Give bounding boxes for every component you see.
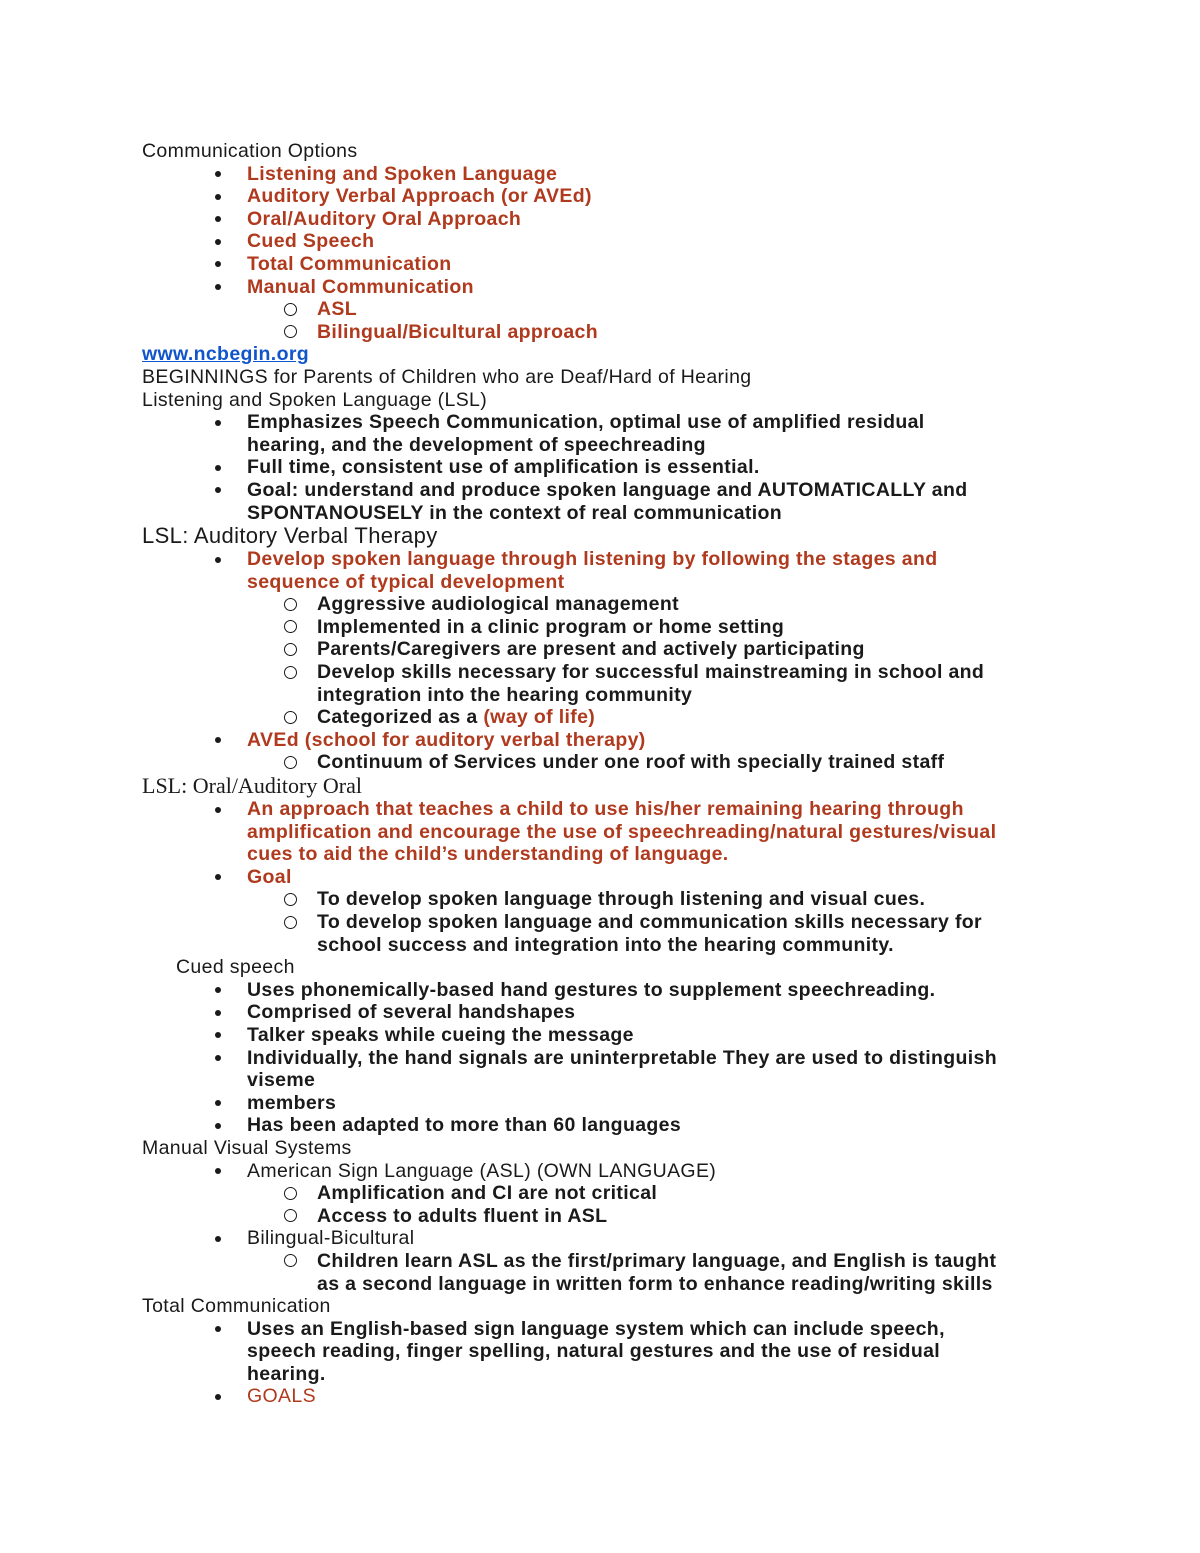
- lsl-item: Emphasizes Speech Communication, optimal use of amplified residual: [247, 411, 925, 434]
- avt-list: [142, 548, 1072, 774]
- options-list: [142, 163, 1072, 344]
- oral-goal-sub-cont: school success and integration into the hearing community.: [317, 933, 894, 956]
- asl-item: American Sign Language (ASL) (OWN LANGUAGE): [247, 1159, 717, 1182]
- bullet-icon: [215, 807, 221, 813]
- bullet-icon: [215, 171, 221, 177]
- hollow-bullet-icon: [284, 711, 297, 724]
- avt-sub-item: Parents/Caregivers are present and actively participating: [317, 638, 865, 661]
- bullet-icon: [215, 1236, 221, 1242]
- option-item: Cued Speech: [247, 230, 375, 253]
- manual-list: [142, 1160, 1072, 1296]
- avt-heading: LSL: Auditory Verbal Therapy: [142, 523, 438, 549]
- hollow-bullet-icon: [284, 1254, 297, 1267]
- hollow-bullet-icon: [284, 598, 297, 611]
- sub-option-item: ASL: [317, 298, 358, 321]
- bullet-icon: [215, 239, 221, 245]
- hollow-bullet-icon: [284, 666, 297, 679]
- cued-item: members: [247, 1091, 337, 1114]
- cued-heading: Cued speech: [176, 956, 295, 979]
- bullet-icon: [215, 420, 221, 426]
- hollow-bullet-icon: [284, 756, 297, 769]
- bullet-icon: [215, 1010, 221, 1016]
- bullet-icon: [215, 874, 221, 880]
- hollow-bullet-icon: [284, 1187, 297, 1200]
- cued-item: Comprised of several handshapes: [247, 1001, 576, 1024]
- avt-sub-item: Implemented in a clinic program or home setting: [317, 615, 785, 638]
- lsl-item: Goal: understand and produce spoken language and AUTOMATICALLY and: [247, 478, 968, 501]
- hollow-bullet-icon: [284, 893, 297, 906]
- bullet-icon: [215, 1123, 221, 1129]
- sub-option-item: Bilingual/Bicultural approach: [317, 320, 599, 343]
- asl-sub-item: Amplification and CI are not critical: [317, 1182, 658, 1205]
- cued-item: Talker speaks while cueing the message: [247, 1023, 634, 1046]
- aved-sub-item: Continuum of Services under one roof with specially trained staff: [317, 751, 945, 774]
- oral-goal-sub: To develop spoken language and communication skills necessary for: [317, 911, 982, 933]
- avt-item: Develop spoken language through listening by following the stages and: [247, 548, 938, 571]
- lsl-heading: Listening and Spoken Language (LSL): [142, 388, 488, 411]
- bullet-icon: [215, 987, 221, 993]
- beginnings-text: BEGINNINGS for Parents of Children who are Deaf/Hard of Hearing: [142, 365, 752, 388]
- option-item: Manual Communication: [247, 275, 474, 298]
- avt-item-cont: sequence of typical development: [247, 570, 565, 593]
- bullet-icon: [215, 1168, 221, 1174]
- total-list: [142, 1318, 1072, 1408]
- way-of-life-text: (way of life): [483, 706, 596, 729]
- option-item: Listening and Spoken Language: [247, 162, 558, 185]
- oral-heading: LSL: Oral/Auditory Oral: [142, 773, 362, 799]
- option-item: Total Communication: [247, 252, 452, 275]
- hollow-bullet-icon: [284, 916, 297, 929]
- hollow-bullet-icon: [284, 1209, 297, 1222]
- hollow-bullet-icon: [284, 643, 297, 656]
- bullet-icon: [215, 1394, 221, 1400]
- bibi-sub-item: Children learn ASL as the first/primary language, and English is taught: [317, 1249, 997, 1272]
- bullet-icon: [215, 194, 221, 200]
- cued-item: Has been adapted to more than 60 languages: [247, 1114, 682, 1137]
- bullet-icon: [215, 1100, 221, 1106]
- bullet-icon: [215, 1326, 221, 1332]
- document-body: [142, 140, 1072, 1408]
- bullet-icon: [215, 1055, 221, 1061]
- cued-list: [142, 979, 1072, 1137]
- bullet-icon: [215, 284, 221, 290]
- oral-goal: Goal: [247, 865, 292, 888]
- section-title-communication-options: Communication Options: [142, 140, 358, 162]
- bullet-icon: [215, 487, 221, 493]
- hollow-bullet-icon: [284, 620, 297, 633]
- bibi-item: Bilingual-Bicultural: [247, 1227, 415, 1250]
- bibi-sub-item-cont: as a second language in written form to enhance reading/writing skills: [317, 1272, 993, 1295]
- bullet-icon: [215, 216, 221, 222]
- oral-goal-sub: To develop spoken language through listening and visual cues.: [317, 888, 926, 911]
- avt-sub-item: Aggressive audiological management: [317, 593, 679, 616]
- bullet-icon: [215, 465, 221, 471]
- avt-sub-item-cont: integration into the hearing community: [317, 683, 693, 706]
- total-goals: GOALS: [247, 1385, 316, 1408]
- oral-item: An approach that teaches a child to use his/her remaining hearing through: [247, 798, 964, 821]
- total-item-cont: hearing.: [247, 1362, 326, 1385]
- hollow-bullet-icon: [284, 325, 297, 338]
- total-item-cont: speech reading, finger spelling, natural gestures and the use of residual: [247, 1340, 941, 1363]
- bullet-icon: [215, 1032, 221, 1038]
- option-item: Oral/Auditory Oral Approach: [247, 207, 522, 230]
- avt-categorized: Categorized as a: [317, 706, 484, 729]
- ncbegin-link[interactable]: www.ncbegin.org: [142, 343, 310, 366]
- cued-item: Uses phonemically-based hand gestures to supplement speechreading.: [247, 978, 936, 1001]
- total-heading: Total Communication: [142, 1295, 331, 1318]
- total-item: Uses an English-based sign language system which can include speech,: [247, 1317, 945, 1340]
- bullet-icon: [215, 557, 221, 563]
- oral-item-cont: cues to aid the child’s understanding of language.: [247, 843, 729, 866]
- bullet-icon: [215, 261, 221, 267]
- cued-item: Individually, the hand signals are uninterpretable They are used to distinguish: [247, 1046, 998, 1069]
- cued-item-cont: viseme: [247, 1069, 316, 1092]
- lsl-item-cont: hearing, and the development of speechreading: [247, 433, 706, 456]
- oral-list: [142, 798, 1072, 956]
- hollow-bullet-icon: [284, 303, 297, 316]
- avt-sub-item: Develop skills necessary for successful mainstreaming in school and: [317, 661, 985, 684]
- lsl-item: Full time, consistent use of amplification is essential.: [247, 456, 760, 479]
- lsl-list: [142, 411, 1072, 524]
- lsl-item-cont: SPONTANOUSELY in the context of real communication: [247, 501, 783, 524]
- option-item: Auditory Verbal Approach (or AVEd): [247, 185, 592, 208]
- asl-sub-item: Access to adults fluent in ASL: [317, 1204, 608, 1227]
- oral-item-cont: amplification and encourage the use of speechreading/natural gestures/visual: [247, 820, 997, 843]
- bullet-icon: [215, 737, 221, 743]
- aved-item: AVEd (school for auditory verbal therapy): [247, 728, 646, 751]
- manual-heading: Manual Visual Systems: [142, 1136, 352, 1159]
